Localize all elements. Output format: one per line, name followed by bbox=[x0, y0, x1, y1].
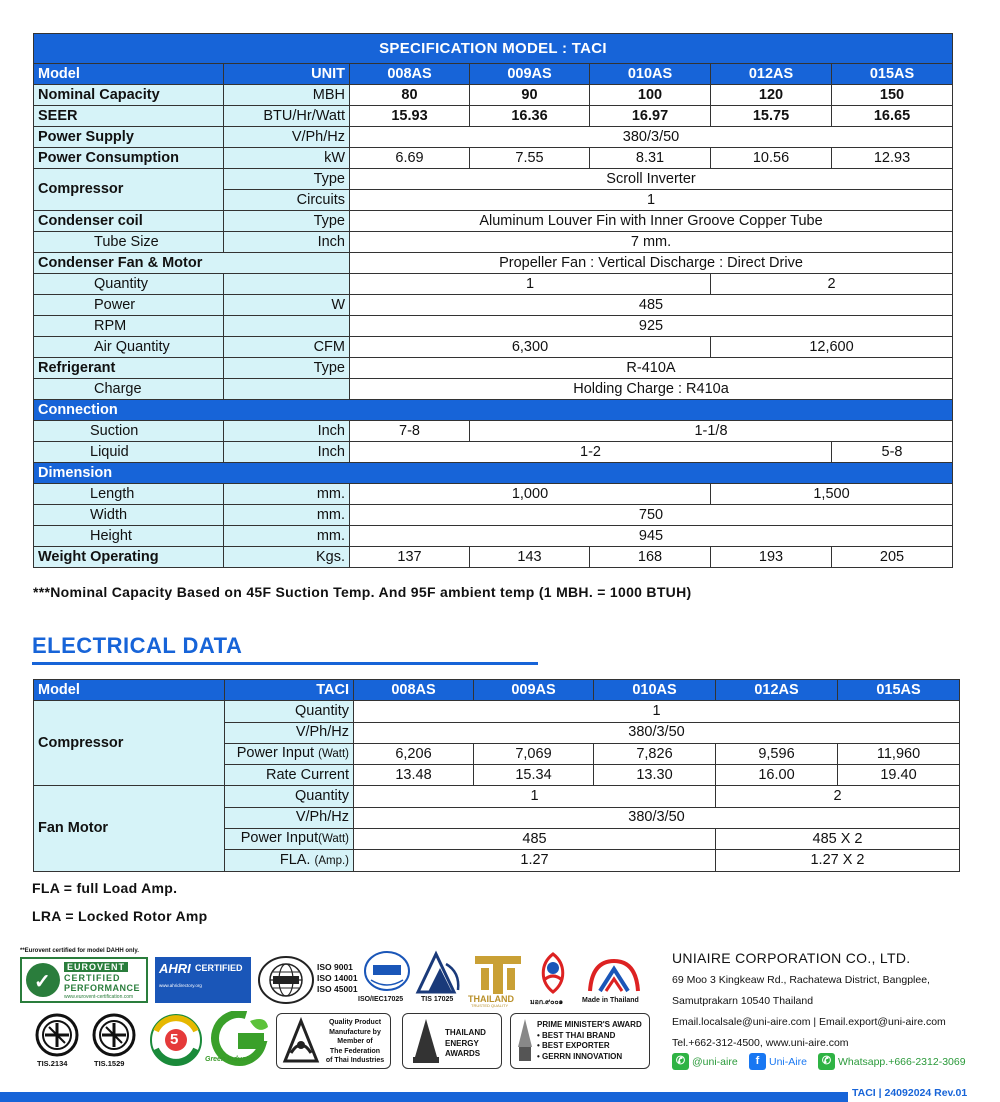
pm-line: • BEST EXPORTER bbox=[537, 1041, 610, 1050]
row-unit: mm. bbox=[224, 505, 350, 526]
facebook-icon: f bbox=[749, 1053, 766, 1070]
cell: 7-8 bbox=[350, 421, 470, 442]
fti-member-badge bbox=[276, 1013, 391, 1069]
cell: 1 bbox=[350, 190, 953, 211]
line-handle: @uni-aire bbox=[692, 1055, 738, 1068]
company-name: UNIAIRE CORPORATION CO., LTD. bbox=[672, 950, 911, 966]
logo-text: PERFORMANCE bbox=[64, 983, 141, 993]
cell: 485 bbox=[354, 829, 716, 850]
cell: 15.93 bbox=[350, 106, 470, 127]
cell: 16.97 bbox=[590, 106, 711, 127]
company-address: Samutprakarn 10540 Thailand bbox=[672, 995, 814, 1007]
cell: 750 bbox=[350, 505, 953, 526]
row-label: Height bbox=[34, 526, 224, 547]
row-width bbox=[34, 505, 953, 526]
row-unit: BTU/Hr/Watt bbox=[224, 106, 350, 127]
row-unit: V/Ph/Hz bbox=[225, 807, 354, 828]
cell: Holding Charge : R410a bbox=[350, 379, 953, 400]
section-connection bbox=[34, 400, 953, 421]
row-unit: V/Ph/Hz bbox=[224, 127, 350, 148]
heading-underline bbox=[32, 662, 538, 665]
cell: 137 bbox=[350, 547, 470, 568]
row-label: Liquid bbox=[34, 442, 224, 463]
unit-label: FLA. bbox=[279, 851, 311, 868]
fti-line: Member of bbox=[337, 1038, 373, 1045]
tea-text bbox=[445, 1028, 486, 1060]
footer-bar bbox=[0, 1092, 848, 1102]
row-length bbox=[34, 484, 953, 505]
header-model-col: 010AS bbox=[590, 64, 711, 85]
row-seer bbox=[34, 106, 953, 127]
row-label: Condenser Fan & Motor bbox=[34, 253, 350, 274]
cell: 13.48 bbox=[354, 765, 474, 786]
row-label: RPM bbox=[34, 316, 224, 337]
cell: 7,069 bbox=[474, 743, 594, 764]
thailand-label: THAILAND bbox=[468, 994, 514, 1004]
cell: 9,596 bbox=[716, 743, 838, 764]
row-unit: Kgs. bbox=[224, 547, 350, 568]
fti-line: Manufacture by bbox=[329, 1028, 381, 1036]
header-model-col: 015AS bbox=[838, 680, 960, 701]
row-unit: Type bbox=[224, 358, 350, 379]
cell: 1,500 bbox=[711, 484, 953, 505]
document-code: TACI | 24092024 Rev.01 bbox=[852, 1087, 968, 1099]
electrical-table bbox=[33, 679, 960, 872]
header-model-col: 012AS bbox=[716, 680, 838, 701]
cell: 11,960 bbox=[838, 743, 960, 764]
company-address: 69 Moo 3 Kingkeaw Rd., Rachatewa District, Bangplee, bbox=[672, 974, 930, 986]
trophy-icon bbox=[409, 1017, 443, 1067]
made-in-thailand-icon bbox=[584, 955, 644, 995]
cell: 380/3/50 bbox=[350, 127, 953, 148]
row-label: Compressor bbox=[34, 701, 225, 786]
tis-standard-mark-icon bbox=[92, 1013, 136, 1057]
unit-label: Power Input bbox=[236, 745, 315, 762]
fla-note: FLA = full Load Amp. bbox=[32, 880, 178, 896]
header-model-col: 008AS bbox=[354, 680, 474, 701]
row-fan-quantity bbox=[34, 786, 960, 807]
row-unit bbox=[225, 850, 354, 871]
cell: 150 bbox=[832, 85, 953, 106]
row-label: Air Quantity bbox=[34, 337, 224, 358]
fti-line: The Federation bbox=[329, 1047, 381, 1055]
row-height bbox=[34, 526, 953, 547]
masci-globe-icon bbox=[257, 955, 315, 1005]
row-label: Power Supply bbox=[34, 127, 224, 148]
thailand-energy-awards-badge bbox=[402, 1013, 502, 1069]
cell: R-410A bbox=[350, 358, 953, 379]
thailand-sub-label: TRUSTED QUALITY bbox=[471, 1003, 509, 1008]
row-unit: Type bbox=[224, 169, 350, 190]
row-unit: Inch bbox=[224, 442, 350, 463]
facebook-link[interactable] bbox=[749, 1053, 807, 1070]
row-unit bbox=[224, 316, 350, 337]
logo-text: CERTIFIED bbox=[195, 963, 243, 973]
iso-line: ISO 45001 bbox=[317, 984, 358, 994]
thailand-trusted-quality-icon bbox=[469, 950, 527, 996]
cell: 16.65 bbox=[832, 106, 953, 127]
cell: 15.75 bbox=[711, 106, 832, 127]
tis17025-label: TIS 17025 bbox=[421, 996, 454, 1003]
header-model-col: 010AS bbox=[594, 680, 716, 701]
header-model-col: 015AS bbox=[832, 64, 953, 85]
tea-line: THAILAND bbox=[445, 1028, 486, 1037]
tea-line: ENERGY bbox=[445, 1038, 479, 1048]
row-unit bbox=[225, 829, 354, 850]
eurovent-note: **Eurovent certified for model DAHH only. bbox=[20, 948, 139, 954]
whatsapp-number: Whatsapp.+666-2312-3069 bbox=[838, 1055, 966, 1068]
cell: 1.27 X 2 bbox=[716, 850, 960, 871]
mortor-label: มอก.๙๐๐๑ bbox=[530, 999, 564, 1006]
row-fan-quantity bbox=[34, 274, 953, 295]
pm-line: • BEST THAI BRAND bbox=[537, 1030, 616, 1040]
cell: Propeller Fan : Vertical Discharge : Direct Drive bbox=[350, 253, 953, 274]
cell: 90 bbox=[470, 85, 590, 106]
row-nominal-capacity bbox=[34, 85, 953, 106]
electrical-heading: ELECTRICAL DATA bbox=[32, 633, 243, 658]
cell: Aluminum Louver Fin with Inner Groove Copper Tube bbox=[350, 211, 953, 232]
row-condenser-coil bbox=[34, 211, 953, 232]
whatsapp-link[interactable] bbox=[818, 1053, 966, 1070]
ahri-logo bbox=[155, 957, 251, 1003]
unit-suffix: (Amp.) bbox=[314, 854, 349, 867]
tis1529-label: TIS.1529 bbox=[94, 1059, 125, 1068]
iso17025-label: ISO/IEC17025 bbox=[358, 996, 404, 1003]
energy-label-number: 5 bbox=[170, 1031, 179, 1048]
row-unit: Rate Current bbox=[225, 765, 354, 786]
cell: 80 bbox=[350, 85, 470, 106]
row-label: Compressor bbox=[34, 169, 224, 211]
row-unit: Quantity bbox=[225, 701, 354, 722]
cell: 10.56 bbox=[711, 148, 832, 169]
row-unit: kW bbox=[224, 148, 350, 169]
cell: 1,000 bbox=[350, 484, 711, 505]
cell: 2 bbox=[716, 786, 960, 807]
cell: 8.31 bbox=[590, 148, 711, 169]
row-refrigerant bbox=[34, 358, 953, 379]
row-unit bbox=[225, 743, 354, 764]
tisi-lab-icon bbox=[363, 950, 411, 992]
company-email[interactable]: Email.localsale@uni-aire.com | Email.export@uni-aire.com bbox=[672, 1016, 946, 1028]
logo-text: www.eurovent-certification.com bbox=[64, 994, 134, 1000]
tis2134-label: TIS.2134 bbox=[37, 1059, 68, 1068]
cell: 205 bbox=[832, 547, 953, 568]
cell: 1.27 bbox=[354, 850, 716, 871]
fti-line: Quality Product bbox=[328, 1019, 382, 1026]
cell: 380/3/50 bbox=[354, 807, 960, 828]
cell: 2 bbox=[711, 274, 953, 295]
header-unit: UNIT bbox=[224, 64, 350, 85]
logo-text: www.ahridirectory.org bbox=[159, 983, 202, 988]
cell: 12,600 bbox=[711, 337, 953, 358]
row-unit: Inch bbox=[224, 421, 350, 442]
row-label: Nominal Capacity bbox=[34, 85, 224, 106]
capacity-footnote: ***Nominal Capacity Based on 45F Suction Temp. And 95F ambient temp (1 MBH. = 1000 BTUH) bbox=[33, 584, 692, 600]
row-condenser-fan bbox=[34, 253, 953, 274]
cell: 7.55 bbox=[470, 148, 590, 169]
row-unit bbox=[224, 379, 350, 400]
company-tel-web[interactable]: Tel.+662-312-4500, www.uni-aire.com bbox=[672, 1037, 849, 1049]
cell: 1 bbox=[350, 274, 711, 295]
whatsapp-icon: ✆ bbox=[818, 1053, 835, 1070]
row-label: SEER bbox=[34, 106, 224, 127]
tis17025-mountain-icon bbox=[414, 950, 464, 994]
pm-line: PRIME MINISTER'S AWARD bbox=[537, 1020, 642, 1029]
made-in-thailand-label: Made in Thailand bbox=[582, 997, 639, 1004]
row-unit: mm. bbox=[224, 484, 350, 505]
cell: 19.40 bbox=[838, 765, 960, 786]
row-label: Length bbox=[34, 484, 224, 505]
cell: 120 bbox=[711, 85, 832, 106]
green-industry-label: Green Industry bbox=[205, 1056, 255, 1063]
cell: 7 mm. bbox=[350, 232, 953, 253]
row-unit: CFM bbox=[224, 337, 350, 358]
row-label: Quantity bbox=[34, 274, 224, 295]
energy-label-5-badge bbox=[148, 1013, 204, 1067]
unit-suffix: (Watt) bbox=[318, 833, 349, 846]
row-unit: MBH bbox=[224, 85, 350, 106]
logo-text: AHRI bbox=[159, 961, 191, 976]
cell: 945 bbox=[350, 526, 953, 547]
eurovent-logo bbox=[20, 957, 148, 1003]
header-model: Model bbox=[34, 680, 225, 701]
row-label: Fan Motor bbox=[34, 786, 225, 871]
section-dimension bbox=[34, 463, 953, 484]
cell: 100 bbox=[590, 85, 711, 106]
header-model-col: 012AS bbox=[711, 64, 832, 85]
lra-note: LRA = Locked Rotor Amp bbox=[32, 908, 208, 924]
cell: 6,206 bbox=[354, 743, 474, 764]
row-charge bbox=[34, 379, 953, 400]
cell: 6,300 bbox=[350, 337, 711, 358]
facebook-handle: Uni-Aire bbox=[769, 1055, 807, 1068]
row-weight bbox=[34, 547, 953, 568]
iso-line: ISO 9001 bbox=[317, 962, 353, 972]
cell: 6.69 bbox=[350, 148, 470, 169]
row-label: Refrigerant bbox=[34, 358, 224, 379]
unit-suffix: (Watt) bbox=[318, 748, 349, 761]
header-model-col: 008AS bbox=[350, 64, 470, 85]
unit-label: Power Input bbox=[240, 830, 319, 847]
section-label: Connection bbox=[34, 400, 953, 421]
fti-emblem-icon bbox=[281, 1017, 321, 1067]
row-label: Weight Operating bbox=[34, 547, 224, 568]
row-label: Suction bbox=[34, 421, 224, 442]
row-suction bbox=[34, 421, 953, 442]
specification-table bbox=[33, 33, 953, 568]
row-label: Width bbox=[34, 505, 224, 526]
cell: 1 bbox=[354, 701, 960, 722]
pm-text bbox=[537, 1020, 642, 1062]
fti-line: of Thai Industries bbox=[325, 1057, 385, 1064]
cell: 485 bbox=[350, 295, 953, 316]
row-unit: Inch bbox=[224, 232, 350, 253]
row-tube-size bbox=[34, 232, 953, 253]
tisi-9001-mark-icon bbox=[532, 950, 574, 996]
cell: 1 bbox=[354, 786, 716, 807]
cell: 193 bbox=[711, 547, 832, 568]
header-model-col: 009AS bbox=[474, 680, 594, 701]
cell: 12.93 bbox=[832, 148, 953, 169]
cell: 15.34 bbox=[474, 765, 594, 786]
check-icon: ✓ bbox=[34, 971, 51, 993]
cell: Scroll Inverter bbox=[350, 169, 953, 190]
cell: 925 bbox=[350, 316, 953, 337]
prime-minister-award-badge bbox=[510, 1013, 650, 1069]
section-label: Dimension bbox=[34, 463, 953, 484]
cell: 1-1/8 bbox=[470, 421, 953, 442]
cell: 16.00 bbox=[716, 765, 838, 786]
row-unit: Type bbox=[224, 211, 350, 232]
tis-standard-mark-icon bbox=[35, 1013, 79, 1057]
cell: 7,826 bbox=[594, 743, 716, 764]
line-icon: ✆ bbox=[672, 1053, 689, 1070]
row-liquid bbox=[34, 442, 953, 463]
row-label: Condenser coil bbox=[34, 211, 224, 232]
row-power-consumption bbox=[34, 148, 953, 169]
row-fan-rpm bbox=[34, 316, 953, 337]
cell: 485 X 2 bbox=[716, 829, 960, 850]
cell: 5-8 bbox=[832, 442, 953, 463]
line-link[interactable] bbox=[672, 1053, 738, 1070]
row-unit: Quantity bbox=[225, 786, 354, 807]
row-unit: Circuits bbox=[224, 190, 350, 211]
row-unit: V/Ph/Hz bbox=[225, 722, 354, 743]
cell: 13.30 bbox=[594, 765, 716, 786]
pm-line: • GERRN INNOVATION bbox=[537, 1051, 623, 1061]
tea-line: AWARDS bbox=[445, 1049, 481, 1058]
cell: 143 bbox=[470, 547, 590, 568]
row-label: Power bbox=[34, 295, 224, 316]
cell: 16.36 bbox=[470, 106, 590, 127]
cell: 380/3/50 bbox=[354, 722, 960, 743]
row-label: Charge bbox=[34, 379, 224, 400]
logo-text: CERTIFIED bbox=[64, 973, 121, 983]
row-comp-quantity bbox=[34, 701, 960, 722]
cell: 168 bbox=[590, 547, 711, 568]
row-power-supply bbox=[34, 127, 953, 148]
fti-text bbox=[321, 1018, 389, 1066]
row-unit: W bbox=[224, 295, 350, 316]
header-model-col: 009AS bbox=[470, 64, 590, 85]
row-compressor-type bbox=[34, 169, 953, 190]
award-trophy-icon bbox=[515, 1017, 535, 1067]
spec-title: SPECIFICATION MODEL : TACI bbox=[34, 34, 953, 64]
cell: 1-2 bbox=[350, 442, 832, 463]
iso-line: ISO 14001 bbox=[317, 973, 358, 983]
logo-text: EUROVENT bbox=[64, 962, 128, 972]
row-air-quantity bbox=[34, 337, 953, 358]
header-unit: TACI bbox=[225, 680, 354, 701]
iso-certifications bbox=[317, 962, 358, 995]
row-label: Power Consumption bbox=[34, 148, 224, 169]
row-unit: mm. bbox=[224, 526, 350, 547]
row-unit bbox=[224, 274, 350, 295]
row-label: Tube Size bbox=[34, 232, 224, 253]
header-model: Model bbox=[34, 64, 224, 85]
row-fan-power bbox=[34, 295, 953, 316]
